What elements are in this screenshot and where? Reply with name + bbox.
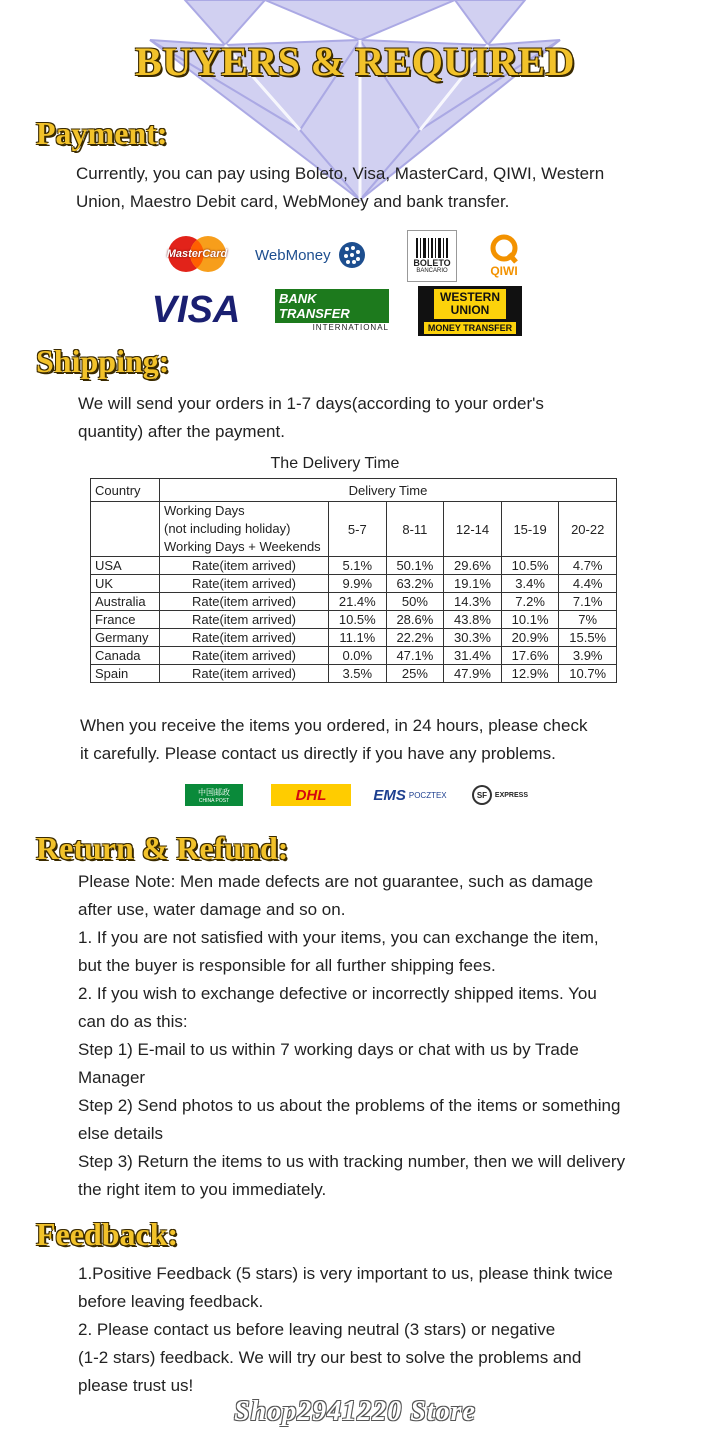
feedback-line: 2. Please contact us before leaving neutral (3 stars) or negative <box>78 1320 556 1339</box>
country-cell: Germany <box>91 629 160 647</box>
refund-line: Step 1) E-mail to us within 7 working days or chat with us by Trade <box>78 1040 579 1059</box>
bank-transfer-label: BANK TRANSFER <box>275 289 389 323</box>
rate-value-cell: 3.4% <box>501 575 559 593</box>
feedback-text <box>78 1260 688 1400</box>
ems-logo: EMS POCZTEX <box>373 786 447 804</box>
rate-label-cell: Rate(item arrived) <box>160 575 329 593</box>
refund-line: Step 2) Send photos to us about the problems of the items or something <box>78 1096 621 1115</box>
western-union-logo <box>418 286 522 336</box>
boleto-label: BOLETO <box>413 258 451 268</box>
dhl-logo: DHL <box>271 784 351 806</box>
table-header-row <box>91 479 617 502</box>
shipping-heading: Shipping: <box>36 343 170 379</box>
country-cell: Canada <box>91 647 160 665</box>
refund-line: Please Note: Men made defects are not guarantee, such as damage <box>78 872 594 891</box>
feedback-heading: Feedback: <box>36 1216 179 1252</box>
rate-value-cell: 17.6% <box>501 647 559 665</box>
country-cell: UK <box>91 575 160 593</box>
rate-value-cell: 11.1% <box>329 629 387 647</box>
delivery-time-header: Delivery Time <box>160 479 617 502</box>
range-header: 5-7 <box>329 502 387 557</box>
rate-value-cell: 63.2% <box>386 575 444 593</box>
refund-line: Step 3) Return the items to us with tracking number, then we will delivery <box>78 1152 626 1171</box>
payment-text <box>76 160 686 216</box>
rate-value-cell: 3.5% <box>329 665 387 683</box>
rate-value-cell: 7.2% <box>501 593 559 611</box>
shipping-line: We will send your orders in 1-7 days(according to your order's <box>78 394 544 413</box>
rate-value-cell: 47.9% <box>444 665 502 683</box>
barcode-icon <box>415 238 449 258</box>
rate-value-cell: 10.1% <box>501 611 559 629</box>
rate-value-cell: 50% <box>386 593 444 611</box>
rate-value-cell: 31.4% <box>444 647 502 665</box>
rate-value-cell: 47.1% <box>386 647 444 665</box>
boleto-sublabel: BANCARIO <box>416 268 448 274</box>
rate-value-cell: 22.2% <box>386 629 444 647</box>
page-title: BUYERS & REQUIRED <box>135 39 575 84</box>
rate-value-cell: 21.4% <box>329 593 387 611</box>
range-header: 20-22 <box>559 502 617 557</box>
payment-heading: Payment: <box>36 115 168 151</box>
working-days-cell: Working Days (not including holiday) Working Days + Weekends <box>160 502 329 557</box>
delivery-time-table <box>90 478 617 683</box>
shipping-after-line: When you receive the items you ordered, in 24 hours, please check <box>80 716 588 735</box>
western-union-label: WESTERN UNION <box>434 289 506 319</box>
shipping-after-text <box>80 712 690 768</box>
shipping-text <box>78 390 688 446</box>
refund-heading: Return & Refund: <box>36 830 289 866</box>
rate-value-cell: 28.6% <box>386 611 444 629</box>
globe-icon <box>337 240 367 270</box>
qiwi-logo <box>484 230 524 282</box>
bank-transfer-logo <box>275 290 389 330</box>
rate-value-cell: 14.3% <box>444 593 502 611</box>
bank-transfer-sublabel: INTERNATIONAL <box>312 322 389 332</box>
feedback-line: 1.Positive Feedback (5 stars) is very important to us, please think twice <box>78 1264 613 1283</box>
rate-label-cell: Rate(item arrived) <box>160 593 329 611</box>
visa-logo <box>146 288 246 332</box>
webmoney-label: WebMoney <box>255 246 331 264</box>
visa-label: VISA <box>151 288 241 331</box>
table-row <box>91 611 617 629</box>
mastercard-logo <box>164 234 230 274</box>
rate-value-cell: 29.6% <box>444 557 502 575</box>
sf-express-logo: SF EXPRESS <box>472 784 528 806</box>
rate-value-cell: 4.7% <box>559 557 617 575</box>
refund-line: Manager <box>78 1068 146 1087</box>
payment-line: Union, Maestro Debit card, WebMoney and bank transfer. <box>76 192 510 211</box>
rate-value-cell: 5.1% <box>329 557 387 575</box>
country-cell: USA <box>91 557 160 575</box>
table-row <box>91 665 617 683</box>
table-row <box>91 629 617 647</box>
shipping-after-line: it carefully. Please contact us directly if you have any problems. <box>80 744 556 763</box>
range-header: 12-14 <box>444 502 502 557</box>
table-row <box>91 593 617 611</box>
rate-value-cell: 3.9% <box>559 647 617 665</box>
refund-line: 1. If you are not satisfied with your items, you can exchange the item, <box>78 928 599 947</box>
refund-text <box>78 868 688 1204</box>
refund-line: else details <box>78 1124 164 1143</box>
mastercard-label: MasterCard <box>166 248 228 260</box>
rate-label-cell: Rate(item arrived) <box>160 665 329 683</box>
rate-value-cell: 9.9% <box>329 575 387 593</box>
rate-label-cell: Rate(item arrived) <box>160 611 329 629</box>
boleto-logo <box>407 230 457 282</box>
money-transfer-label: MONEY TRANSFER <box>424 322 516 334</box>
delivery-table-title: The Delivery Time <box>270 455 400 472</box>
rate-value-cell: 10.5% <box>501 557 559 575</box>
feedback-line: before leaving feedback. <box>78 1292 264 1311</box>
rate-value-cell: 10.7% <box>559 665 617 683</box>
country-header: Country <box>91 479 160 502</box>
rate-value-cell: 20.9% <box>501 629 559 647</box>
country-cell: France <box>91 611 160 629</box>
rate-value-cell: 4.4% <box>559 575 617 593</box>
refund-line: can do as this: <box>78 1012 188 1031</box>
rate-value-cell: 10.5% <box>329 611 387 629</box>
rate-value-cell: 30.3% <box>444 629 502 647</box>
rate-value-cell: 15.5% <box>559 629 617 647</box>
rate-label-cell: Rate(item arrived) <box>160 557 329 575</box>
rate-value-cell: 25% <box>386 665 444 683</box>
rate-value-cell: 0.0% <box>329 647 387 665</box>
refund-line: after use, water damage and so on. <box>78 900 346 919</box>
payment-line: Currently, you can pay using Boleto, Visa, MasterCard, QIWI, Western <box>76 164 605 183</box>
rate-value-cell: 7.1% <box>559 593 617 611</box>
feedback-line: (1-2 stars) feedback. We will try our best to solve the problems and <box>78 1348 582 1367</box>
rate-label-cell: Rate(item arrived) <box>160 647 329 665</box>
rate-value-cell: 12.9% <box>501 665 559 683</box>
range-header: 8-11 <box>386 502 444 557</box>
rate-value-cell: 50.1% <box>386 557 444 575</box>
china-post-logo: 中国邮政 CHINA POST <box>185 784 243 806</box>
table-subheader-row <box>91 502 617 557</box>
store-watermark: Shop2941220 Store <box>234 1396 476 1427</box>
shipping-line: quantity) after the payment. <box>78 422 285 441</box>
rate-value-cell: 19.1% <box>444 575 502 593</box>
country-cell: Spain <box>91 665 160 683</box>
refund-line: but the buyer is responsible for all further shipping fees. <box>78 956 496 975</box>
qiwi-icon <box>489 234 519 264</box>
rate-label-cell: Rate(item arrived) <box>160 629 329 647</box>
table-row <box>91 647 617 665</box>
feedback-line: please trust us! <box>78 1376 194 1395</box>
rate-value-cell: 7% <box>559 611 617 629</box>
rate-value-cell: 43.8% <box>444 611 502 629</box>
range-header: 15-19 <box>501 502 559 557</box>
refund-line: 2. If you wish to exchange defective or incorrectly shipped items. You <box>78 984 597 1003</box>
webmoney-logo <box>255 238 373 272</box>
country-cell: Australia <box>91 593 160 611</box>
qiwi-label: QIWI <box>490 264 518 278</box>
table-row <box>91 575 617 593</box>
refund-line: the right item to you immediately. <box>78 1180 327 1199</box>
table-row <box>91 557 617 575</box>
